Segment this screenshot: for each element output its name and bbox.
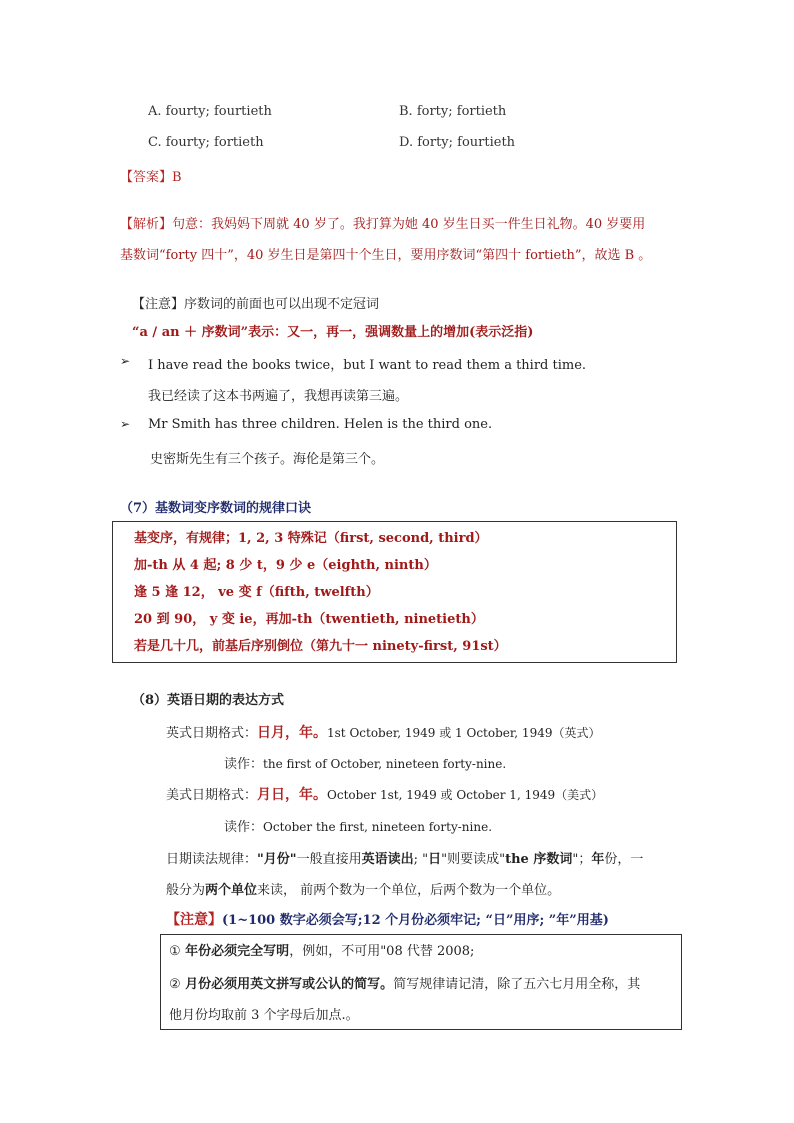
- analysis-line-1: [120, 213, 645, 232]
- option-a: A. fourty; fourtieth: [148, 104, 272, 119]
- rule-text: 一般直接用: [296, 852, 362, 867]
- uk-read-text: the first of October, nineteen forty-nine.: [263, 757, 507, 771]
- date-note-line: [166, 909, 609, 929]
- rule-text: 来读， 前两个数为一个单位，后两个数为一个单位。: [257, 883, 561, 898]
- example-2-en: Mr Smith has three children. Helen is the third one.: [148, 417, 493, 432]
- section-7-heading: （7）基数词变序数词的规律口诀: [120, 501, 312, 516]
- box-line-2: [169, 973, 640, 992]
- box-emph: 年份必须完全写明: [180, 944, 290, 959]
- rule-text: 份，一: [604, 852, 644, 867]
- uk-format-example: 1st October, 1949 或 1 October, 1949（英式）: [327, 726, 601, 740]
- box-emph: 月份必须用英文拼写或公认的简写。: [180, 977, 394, 992]
- box-line-1: [169, 940, 474, 959]
- option-c: C. fourty; fortieth: [148, 135, 264, 150]
- mnemonic-line-1: 基变序，有规律；1, 2, 3 特殊记（first, second, third）: [134, 531, 488, 546]
- us-read-label: 读作：: [224, 820, 264, 835]
- answer-line: [120, 166, 182, 185]
- rule-emph: 两个单位: [205, 883, 258, 898]
- analysis-line-2: 基数词“forty 四十”，40 岁生日是第四十个生日，要用序数词“第四十 fortieth”，故选 B 。: [120, 248, 652, 263]
- date-rule-line-2: [166, 879, 560, 898]
- rule-text: ; ": [413, 852, 429, 867]
- date-rule-line-1: [166, 848, 643, 867]
- date-rules-box: [160, 934, 682, 1030]
- example-1-en: I have read the books twice，but I want to read them a third time.: [148, 358, 587, 373]
- box-text: ，例如，不可用"08 代替 2008;: [289, 944, 475, 959]
- analysis-text-1: 句意：我妈妈下周就 40 岁了。我打算为她 40 岁生日买一件生日礼物。40 岁要用: [172, 217, 646, 232]
- rule-emph: 年: [591, 852, 605, 867]
- note-title: 【注意】序数词的前面也可以出现不定冠词: [132, 297, 380, 312]
- note-rule: “a / an ＋ 序数词”表示：又一，再一，强调数量上的增加(表示泛指): [132, 325, 534, 340]
- uk-read-label: 读作：: [224, 757, 264, 772]
- mnemonic-line-3: 逢 5 逢 12， ve 变 f（fifth, twelfth）: [134, 585, 379, 600]
- analysis-label: 【解析】: [120, 217, 173, 232]
- answer-value: B: [172, 170, 182, 185]
- circled-number: ②: [169, 977, 181, 992]
- section-8-heading: （8）英语日期的表达方式: [132, 693, 285, 708]
- answer-label: 【答案】: [120, 170, 173, 185]
- box-line-3: 他月份均取前 3 个字母后加点.。: [169, 1008, 359, 1023]
- us-read-line: [224, 816, 492, 835]
- uk-format-label: 英式日期格式：: [166, 726, 258, 741]
- us-format-label: 美式日期格式：: [166, 788, 258, 803]
- rule-emph: 英语读出: [361, 852, 414, 867]
- rule-text: 般分为: [166, 883, 206, 898]
- option-b: B. forty; fortieth: [399, 104, 507, 119]
- us-read-text: October the first, nineteen forty-nine.: [263, 820, 493, 834]
- date-note-label: 【注意】: [166, 912, 222, 928]
- bullet-arrow-icon: ➢: [120, 417, 131, 431]
- mnemonic-line-2: 加-th 从 4 起; 8 少 t，9 少 e（eighth, ninth）: [134, 558, 437, 573]
- date-note-text: (1~100 数字必须会写;12 个月份必须牢记; “日”用序; ”年”用基): [222, 913, 609, 928]
- us-format-line: [166, 784, 603, 804]
- bullet-arrow-icon: ➢: [120, 354, 131, 368]
- rule-text: 日期读法规律：: [166, 852, 258, 867]
- rule-emph: 日: [428, 852, 442, 867]
- circled-number: ①: [169, 944, 181, 959]
- uk-format-emph: 日月，年。: [257, 725, 328, 741]
- rule-emph: "月份": [257, 852, 297, 867]
- example-1-zh: 我已经读了这本书两遍了，我想再读第三遍。: [148, 389, 409, 404]
- uk-read-line: [224, 753, 506, 772]
- box-text: 简写规律请记清，除了五六七月用全称，其: [393, 977, 641, 992]
- us-format-emph: 月日，年。: [257, 787, 328, 803]
- uk-format-line: [166, 722, 600, 742]
- rule-emph: the 序数词: [505, 852, 573, 867]
- mnemonic-line-4: 20 到 90， y 变 ie，再加-th（twentieth, ninetieth）: [134, 612, 484, 627]
- mnemonic-line-5: 若是几十几，前基后序别倒位（第九十一 ninety-first, 91st）: [134, 639, 507, 654]
- mnemonic-box: [112, 521, 677, 663]
- rule-text: "则要读成": [441, 852, 506, 867]
- us-format-example: October 1st, 1949 或 October 1, 1949（美式）: [327, 788, 604, 802]
- example-2-zh: 史密斯先生有三个孩子。海伦是第三个。: [150, 452, 385, 467]
- option-d: D. forty; fourtieth: [399, 135, 516, 150]
- rule-text: "；: [572, 852, 592, 867]
